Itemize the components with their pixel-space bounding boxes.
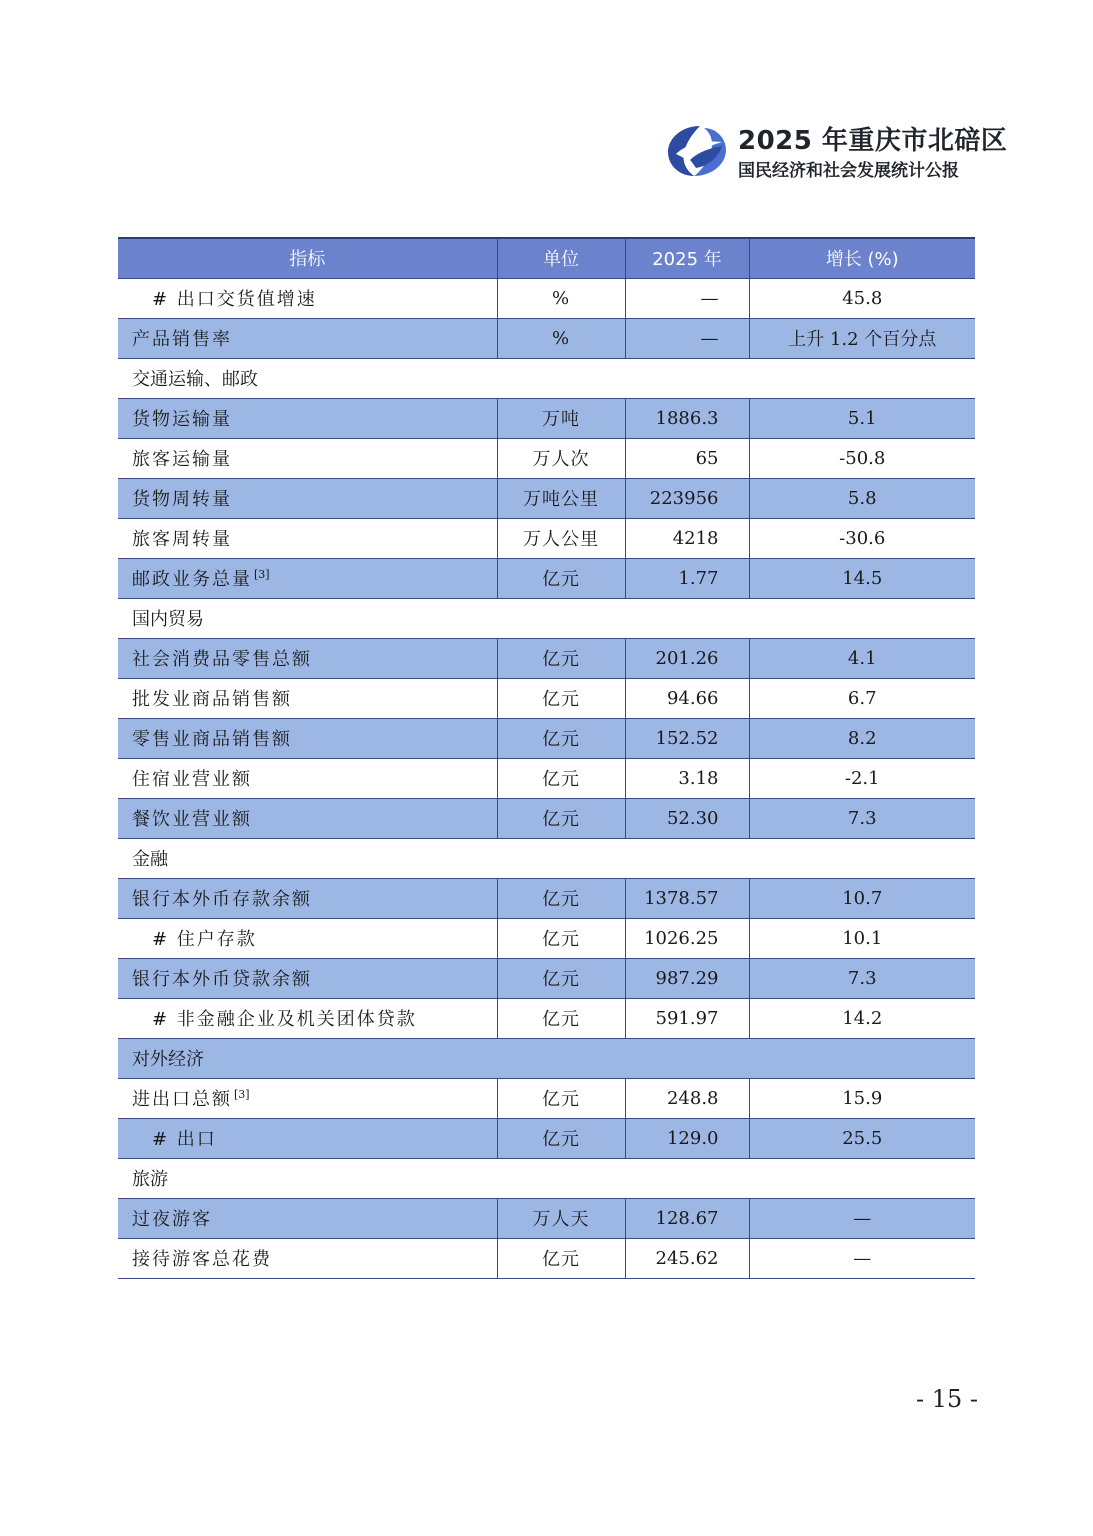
- growth-cell: 25.5: [749, 1118, 975, 1158]
- indicator-cell: [118, 1238, 497, 1278]
- section-row: [118, 1158, 975, 1198]
- indicator-cell: [118, 918, 497, 958]
- growth-cell: —: [749, 1198, 975, 1238]
- value-cell: 201.26: [625, 638, 749, 678]
- unit-cell: 亿元: [497, 878, 625, 918]
- indicator-cell: [118, 958, 497, 998]
- growth-cell: —: [749, 1238, 975, 1278]
- unit-cell: 亿元: [497, 918, 625, 958]
- table-row: [118, 798, 975, 838]
- value-cell: 245.62: [625, 1238, 749, 1278]
- indicator-label: 银行本外币存款余额: [132, 889, 312, 910]
- unit-cell: %: [497, 318, 625, 358]
- table-row: [118, 998, 975, 1038]
- growth-cell: 14.5: [749, 558, 975, 598]
- indicator-label: 货物周转量: [132, 489, 232, 510]
- section-title: 旅游: [118, 1158, 975, 1198]
- value-cell: 65: [625, 438, 749, 478]
- growth-cell: 14.2: [749, 998, 975, 1038]
- table-row: [118, 878, 975, 918]
- indicator-cell: [118, 1118, 497, 1158]
- unit-cell: 万人公里: [497, 518, 625, 558]
- unit-cell: 亿元: [497, 1118, 625, 1158]
- indicator-label: 进出口总额: [132, 1089, 232, 1110]
- value-cell: 1378.57: [625, 878, 749, 918]
- footnote-marker: [3]: [254, 568, 270, 581]
- column-header-growth: 增长 (%): [749, 238, 975, 278]
- page-number: - 15 -: [915, 1385, 978, 1413]
- table-row: [118, 718, 975, 758]
- table-body: [118, 278, 975, 1278]
- indicator-label: # 非金融企业及机关团体贷款: [152, 1009, 417, 1030]
- indicator-cell: [118, 558, 497, 598]
- indicator-cell: [118, 398, 497, 438]
- indicator-label: 餐饮业营业额: [132, 809, 252, 830]
- unit-cell: 亿元: [497, 638, 625, 678]
- indicator-label: 接待游客总花费: [132, 1249, 272, 1270]
- growth-cell: 5.8: [749, 478, 975, 518]
- value-cell: 987.29: [625, 958, 749, 998]
- value-cell: 1026.25: [625, 918, 749, 958]
- indicator-label: 银行本外币贷款余额: [132, 969, 312, 990]
- indicator-label: 产品销售率: [132, 329, 232, 350]
- indicator-cell: [118, 438, 497, 478]
- value-cell: 129.0: [625, 1118, 749, 1158]
- indicator-cell: [118, 878, 497, 918]
- value-cell: 94.66: [625, 678, 749, 718]
- table-row: [118, 958, 975, 998]
- table-row: [118, 478, 975, 518]
- table-row: [118, 558, 975, 598]
- value-cell: 152.52: [625, 718, 749, 758]
- indicator-cell: [118, 718, 497, 758]
- value-cell: —: [625, 318, 749, 358]
- value-cell: 128.67: [625, 1198, 749, 1238]
- unit-cell: 万人天: [497, 1198, 625, 1238]
- indicator-label: 社会消费品零售总额: [132, 649, 312, 670]
- indicator-label: 邮政业务总量: [132, 569, 252, 590]
- unit-cell: 亿元: [497, 1238, 625, 1278]
- unit-cell: 亿元: [497, 558, 625, 598]
- column-header-year: 2025 年: [625, 238, 749, 278]
- table-row: [118, 398, 975, 438]
- value-cell: 1.77: [625, 558, 749, 598]
- growth-cell: 7.3: [749, 798, 975, 838]
- unit-cell: 亿元: [497, 798, 625, 838]
- table-row: [118, 678, 975, 718]
- indicator-cell: [118, 278, 497, 318]
- indicator-cell: [118, 518, 497, 558]
- column-header-indicator: 指标: [118, 238, 497, 278]
- indicator-cell: [118, 1078, 497, 1118]
- table-row: [118, 1118, 975, 1158]
- unit-cell: 亿元: [497, 958, 625, 998]
- growth-cell: 10.1: [749, 918, 975, 958]
- indicator-cell: [118, 758, 497, 798]
- indicator-label: 零售业商品销售额: [132, 729, 292, 750]
- section-title: 对外经济: [118, 1038, 975, 1078]
- statistics-table: [118, 237, 975, 1279]
- section-title: 国内贸易: [118, 598, 975, 638]
- footnote-marker: [3]: [234, 1088, 250, 1101]
- indicator-cell: [118, 638, 497, 678]
- indicator-cell: [118, 998, 497, 1038]
- table-row: [118, 518, 975, 558]
- growth-cell: 上升 1.2 个百分点: [749, 318, 975, 358]
- indicator-label: # 住户存款: [152, 929, 257, 950]
- value-cell: 4218: [625, 518, 749, 558]
- indicator-cell: [118, 678, 497, 718]
- growth-cell: 6.7: [749, 678, 975, 718]
- unit-cell: 万人次: [497, 438, 625, 478]
- unit-cell: 亿元: [497, 998, 625, 1038]
- unit-cell: 万吨: [497, 398, 625, 438]
- growth-cell: 4.1: [749, 638, 975, 678]
- table-row: [118, 1078, 975, 1118]
- bureau-logo-icon: [664, 120, 730, 182]
- table-header-row: [118, 238, 975, 278]
- unit-cell: 亿元: [497, 718, 625, 758]
- growth-cell: -30.6: [749, 518, 975, 558]
- table-row: [118, 758, 975, 798]
- indicator-label: 住宿业营业额: [132, 769, 252, 790]
- growth-cell: -2.1: [749, 758, 975, 798]
- value-cell: 52.30: [625, 798, 749, 838]
- growth-cell: 10.7: [749, 878, 975, 918]
- table-row: [118, 638, 975, 678]
- value-cell: 3.18: [625, 758, 749, 798]
- unit-cell: 亿元: [497, 758, 625, 798]
- value-cell: 591.97: [625, 998, 749, 1038]
- indicator-cell: [118, 798, 497, 838]
- unit-cell: 亿元: [497, 1078, 625, 1118]
- table-row: [118, 1198, 975, 1238]
- indicator-label: 旅客周转量: [132, 529, 232, 550]
- indicator-label: # 出口: [152, 1129, 217, 1150]
- indicator-cell: [118, 318, 497, 358]
- section-title: 交通运输、邮政: [118, 358, 975, 398]
- value-cell: 1886.3: [625, 398, 749, 438]
- value-cell: —: [625, 278, 749, 318]
- section-row: [118, 358, 975, 398]
- report-header: [664, 118, 1008, 188]
- indicator-label: 旅客运输量: [132, 449, 232, 470]
- section-row: [118, 598, 975, 638]
- table-row: [118, 438, 975, 478]
- value-cell: 248.8: [625, 1078, 749, 1118]
- growth-cell: -50.8: [749, 438, 975, 478]
- table-row: [118, 278, 975, 318]
- indicator-cell: [118, 1198, 497, 1238]
- growth-cell: 15.9: [749, 1078, 975, 1118]
- section-title: 金融: [118, 838, 975, 878]
- indicator-label: 批发业商品销售额: [132, 689, 292, 710]
- table-row: [118, 918, 975, 958]
- growth-cell: 5.1: [749, 398, 975, 438]
- growth-cell: 45.8: [749, 278, 975, 318]
- table-row: [118, 1238, 975, 1278]
- indicator-cell: [118, 478, 497, 518]
- column-header-unit: 单位: [497, 238, 625, 278]
- unit-cell: %: [497, 278, 625, 318]
- section-row: [118, 1038, 975, 1078]
- growth-cell: 8.2: [749, 718, 975, 758]
- indicator-label: # 出口交货值增速: [152, 289, 317, 310]
- section-row: [118, 838, 975, 878]
- report-subtitle: 国民经济和社会发展统计公报: [738, 161, 959, 181]
- table-row: [118, 318, 975, 358]
- value-cell: 223956: [625, 478, 749, 518]
- report-title: 2025 年重庆市北碚区: [738, 126, 1008, 156]
- indicator-label: 货物运输量: [132, 409, 232, 430]
- indicator-label: 过夜游客: [132, 1209, 212, 1230]
- unit-cell: 亿元: [497, 678, 625, 718]
- growth-cell: 7.3: [749, 958, 975, 998]
- unit-cell: 万吨公里: [497, 478, 625, 518]
